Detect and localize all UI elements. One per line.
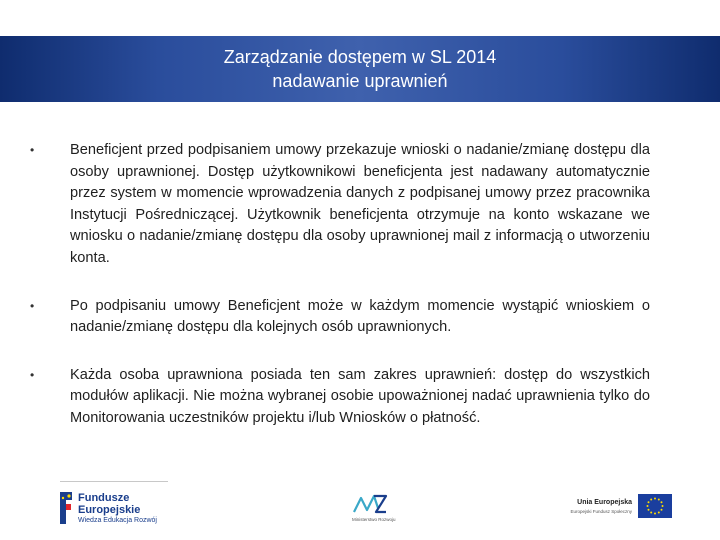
eu-logo	[550, 494, 675, 524]
eu-logo-subtitle: Europejski Fundusz Społeczny	[570, 509, 632, 514]
bullet-marker: •	[30, 298, 35, 313]
ministry-logo	[352, 492, 396, 528]
eu-logo-title: Unia Europejska	[577, 499, 632, 506]
bullet-item	[30, 365, 650, 430]
bullet-list	[30, 140, 650, 430]
fe-logo-line-1: Fundusze	[78, 492, 130, 504]
fe-logo-subtitle: Wiedza Edukacja Rozwój	[78, 517, 157, 524]
fe-logo-line-2: Europejskie	[78, 504, 141, 516]
ministry-emblem-icon	[352, 492, 388, 516]
bullet-item	[30, 140, 650, 270]
footer-divider	[60, 481, 168, 482]
bullet-text: Beneficjent przed podpisaniem umowy przekazuje wnioski o nadanie/zmianę dostępu dla osoby uprawnionej. Dostęp użytkownikowi beneficjenta jest nadawany automatycznie przez system w momencie wprowadzenia danych z podpisanej umowy przez pracownika Instytucji Pośredniczącej. Użytkownik beneficjenta otrzymuje na konto wskazane we wniosku o nadanie/zmianę dostępu dla osoby uprawnionej mail z informacją o utworzeniu konta.	[70, 142, 650, 266]
fundusze-europejskie-logo	[58, 490, 178, 530]
bullet-text: Każda osoba uprawniona posiada ten sam zakres uprawnień: dostęp do wszystkich modułów aplikacji. Nie można wybranej osobie upoważnionej nadać uprawnienia tylko do Monitorowania uczestników projektu i/lub Wniosków o płatność.	[70, 366, 650, 426]
slide-title-bar	[0, 36, 720, 102]
fundusze-europejskie-emblem-icon	[58, 490, 74, 526]
ministry-caption: Ministerstwo Rozwoju	[352, 517, 396, 522]
bullet-marker: •	[30, 367, 35, 382]
bullet-text: Po podpisaniu umowy Beneficjent może w każdym momencie wystąpić wnioskiem o nadanie/zmianę dostępu dla kolejnych osób uprawnionych.	[70, 297, 650, 336]
bullet-item	[30, 296, 650, 339]
slide-title-line-1: Zarządzanie dostępem w SL 2014	[223, 47, 497, 67]
eu-flag-icon	[638, 494, 672, 518]
bullet-marker: •	[30, 143, 35, 157]
slide-title-line-2: nadawanie uprawnień	[272, 71, 448, 91]
